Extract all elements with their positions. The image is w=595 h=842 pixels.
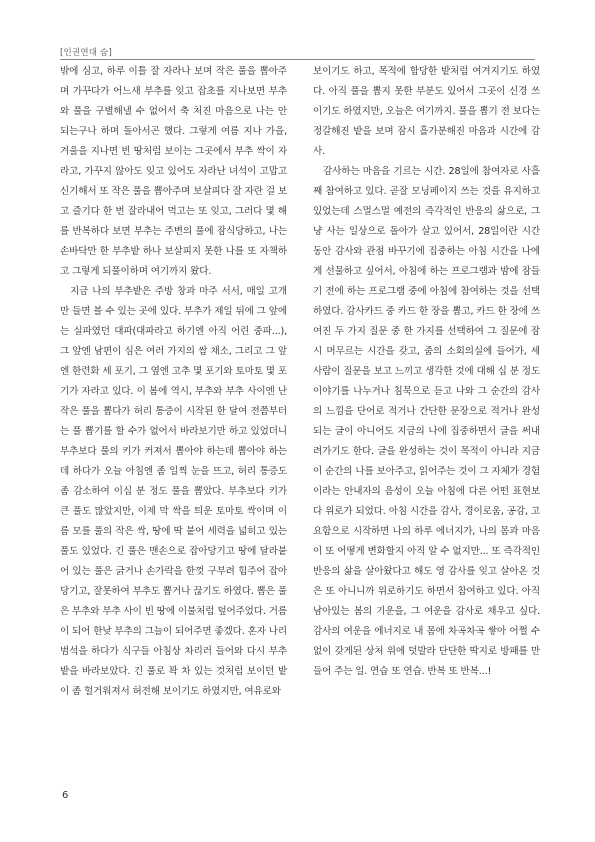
header-rule [60, 59, 535, 60]
paragraph: 지금 나의 부추밭은 주방 창과 마주 서서, 매일 고개만 들면 볼 수 있는 곳에 있다. 부추가 제일 뒤에 그 앞에는 실파였던 대파(대파라고 하기엔 아직 어린 중파...), 그 앞엔 남편이 심은 여러 가지의 쌈 채소, 그리고 그 앞엔 한련화 세 포기, 그 옆엔 고추 몇 포기와 토마토 몇 포기가 자라고 있다. 이 봄에 역시, 부추와 부추 사이엔 난 작은 풀을 뽑다가 허리 통증이 시작된 한 달여 전쯤부터는 풀 뽑기를 할 수가 없어서 바라보기만 하고 있었더니 부추보다 풀의 키가 커져서 뽑아야 하는데 뽑아야 하는데 하다가 오늘 아침엔 좀 일찍 눈을 뜨고, 허리 통증도 좀 감소하여 이십 분 정도 풀을 뽑았다. 부추보다 키가 큰 풀도 많았지만, 이제 막 싹을 틔운 토마토 싹이며 이름 모를 풀의 작은 싹, 땅에 딱 붙어 세력을 넓히고 있는 풀도 있었다. 긴 풀은 맨손으로 잡아당기고 땅에 달라붙어 있는 풀은 긁거나 손가락을 한껏 구부려 힘주어 잡아당기고, 잘못하여 부추도 뽑거나 끊기도 하였다. 뽑은 풀은 부추와 부추 사이 빈 땅에 이불처럼 덮어주었다. 거름이 되어 한낮 부추의 그늘이 되어주면 좋겠다. 혼자 나리범석을 하다가 식구들 아침상 차리러 들어와 다시 부추밭을 바라보았다. 긴 풀로 꽉 차 있는 것처럼 보이던 밭이 좀 헐거워져서 허전해 보이기도 하였지만, 여유로와 [60, 286, 287, 697]
page-number: 6 [62, 790, 69, 801]
left-column [60, 62, 287, 702]
paragraph: 보이기도 하고, 목적에 합당한 밭처럼 여겨지기도 하였다. 아직 풀을 뽑지 못한 부분도 있어서 그곳이 신경 쓰이기도 하였지만, 오늘은 여기까지. 풀을 뽑기 전 보다는 정갈해진 밭을 보며 잠시 흘가분해진 마음과 시간에 감사. [313, 66, 540, 157]
paragraph: 밖에 심고, 하루 이틀 잘 자라나 보며 작은 풀을 뽑아주며 가꾸다가 어느새 부추를 잊고 잡초를 지나보면 부추와 풀을 구별해낼 수 없어서 축 처진 마음으로 나는 안 되는구나 하며 돌아서곤 했다. 그렇게 여름 지나 가을, 겨울을 지나면 빈 땅처럼 보이는 그곳에서 부추 싹이 자라고, 가꾸지 않아도 잊고 있어도 자라난 녀석이 고맙고 신기해서 또 작은 풀을 뽑아주며 보살피다 잘 자란 걸 보고 즐기다 한 번 잘라내어 먹고는 또 잊고, 그러다 몇 해를 반복하다 보면 부추는 주변의 풀에 잠식당하고, 나는 손바닥만 한 부추밭 하나 보살피지 못한 나를 또 자책하고 그렇게 되풀이하며 여기까지 왔다. [60, 66, 287, 277]
paragraph: 감사하는 마음을 기르는 시간. 28일에 참여자로 사흘 째 참여하고 있다. 곧잘 모닝페이지 쓰는 것을 유지하고 있었는데 스멀스멀 예전의 즉각적인 반응의 삶으로, 그냥 사는 일상으로 돌아가 살고 있어서, 28일이란 시간 동안 감사와 관점 바꾸기에 집중하는 아침 시간을 나에게 선물하고 싶어서, 아침에 하는 프로그램과 밤에 잠들기 전에 하는 프로그램 중에 아침에 참여하는 것을 선택하였다. 감사카드 중 카드 한 장을 뽑고, 카드 한 장에 쓰여진 두 가지 질문 중 한 가지를 선택하여 그 질문에 잠시 머무르는 시간을 갖고, 줌의 소회의실에 들어가, 세 사람이 질문을 보고 느끼고 생각한 것에 대해 십 분 정도 이야기를 나누거나 침묵으로 듣고 나와 그 순간의 감사의 느낌을 단어로 적거나 간단한 문장으로 적거나 완성되는 글이 아니어도 지금의 나에 집중하면서 글을 써내려가기도 한다. 글을 완성하는 것이 목적이 아니라 지금 이 순간의 나를 보아주고, 읽어주는 것이 그 자체가 경험이라는 안내자의 음성이 오늘 아침에 다른 어떤 표현보다 위로가 되었다. 아침 시간을 감사, 경이로움, 공감, 고요함으로 시작하면 나의 하루 에너지가, 나의 몸과 마음이 또 어떻게 변화할지 아직 알 수 없지만... 또 즉각적인 반응의 삶을 살아왔다고 해도 영 감사를 잊고 살아온 것은 또 아니니까 위로하기도 하면서 참여하고 있다. 아직 남아있는 봄의 기운을, 그 여운을 감사로 채우고 싶다. 감사의 여운을 에너지로 내 몸에 차곡차곡 쌓아 어쩔 수 없이 갖게된 상처 위에 덧발라 단단한 딱지로 방패를 만들어 주는 일. 연습 또 연습. 반복 또 반복...! [313, 166, 540, 677]
running-header: [인권연대 숨] [60, 48, 112, 58]
right-column [313, 62, 540, 682]
